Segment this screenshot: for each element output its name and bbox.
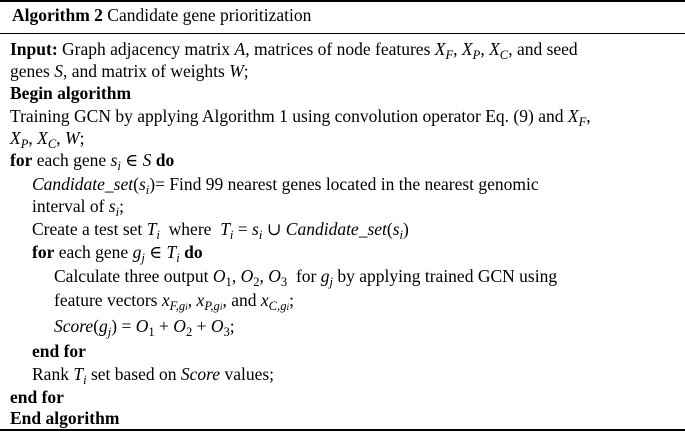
end-for-inner: end for <box>32 341 86 361</box>
calculate-text: for <box>295 266 317 286</box>
top-rule <box>0 0 685 2</box>
input-text: Graph adjacency matrix <box>62 39 231 59</box>
testset-line: Create a test set $T_i$ where $T_i = s_i$ ∪ $Candidate\_set(s_i)$ <box>32 219 409 242</box>
score-line: $Score(g_j) = O_1 + O_2 + O_3$; <box>54 316 235 339</box>
caption-rule <box>0 33 685 34</box>
candidate-text: interval of <box>32 196 105 216</box>
for-loop-1: for each gene $s_i$ ∈ S do <box>10 150 175 173</box>
testset-text: Create a test set <box>32 219 143 239</box>
for-text: each gene <box>58 242 129 262</box>
rank-text: values; <box>224 364 275 384</box>
caption-title: Candidate gene prioritization <box>107 5 312 25</box>
for-loop-2: for each gene $g_j$ ∈ $T_i$ do <box>32 242 203 265</box>
calculate-text: Calculate three output <box>54 266 209 286</box>
input-text: , and seed <box>508 39 578 59</box>
rank-line: Rank $T_i$ set based on Score values; <box>32 364 275 387</box>
do-keyword: do <box>155 150 175 170</box>
for-keyword: for <box>32 242 55 262</box>
feature-text: , and <box>222 290 257 310</box>
feature-text: feature vectors <box>54 290 158 310</box>
input-text: , and matrix of weights <box>62 61 225 81</box>
input-keyword: Input: <box>10 39 58 59</box>
for-text: each gene <box>36 150 107 170</box>
rank-text: Rank <box>32 364 69 384</box>
training-line-1: Training GCN by applying Algorithm 1 using convolution operator Eq. (9) and $X_F$, <box>10 106 591 129</box>
begin-algorithm: Begin algorithm <box>10 83 132 103</box>
input-text: , matrices of node features <box>245 39 431 59</box>
candidate-text: = Find 99 nearest genes located in the nearest genomic <box>155 174 539 194</box>
input-line-1: Input: Graph adjacency matrix A, matrices of node features $X_F$, $X_P$, $X_C$, and seed <box>10 39 578 62</box>
input-text: genes <box>10 61 50 81</box>
candidate-line-1: $Candidate\_set(s_i)=$ Find 99 nearest genes located in the nearest genomic <box>32 174 539 197</box>
feature-line: feature vectors $x_{F,gi}$, $x_{P,gi}$, and $x_{C,gi}$; <box>54 290 294 313</box>
rank-text: set based on <box>90 364 177 384</box>
caption-label: Algorithm 2 <box>12 5 103 25</box>
training-line-2: $X_P$, $X_C$, W; <box>10 128 85 151</box>
calculate-text: by applying trained GCN using <box>337 266 558 286</box>
testset-text: where <box>168 219 212 239</box>
for-keyword: for <box>10 150 33 170</box>
input-line-2: genes S, and matrix of weights W; <box>10 61 249 81</box>
end-for-outer: end for <box>10 387 64 407</box>
bottom-rule <box>0 429 685 431</box>
algorithm-caption <box>12 4 311 26</box>
end-algorithm: End algorithm <box>10 408 120 428</box>
calculate-line: Calculate three output $O_1$, $O_2$, $O_3$ for $g_j$ by applying trained GCN using <box>54 266 558 289</box>
training-text: Training GCN by applying Algorithm 1 using convolution operator Eq. (9) and <box>10 106 564 126</box>
candidate-line-2: interval of $s_i$; <box>32 196 124 219</box>
do-keyword: do <box>184 242 203 262</box>
